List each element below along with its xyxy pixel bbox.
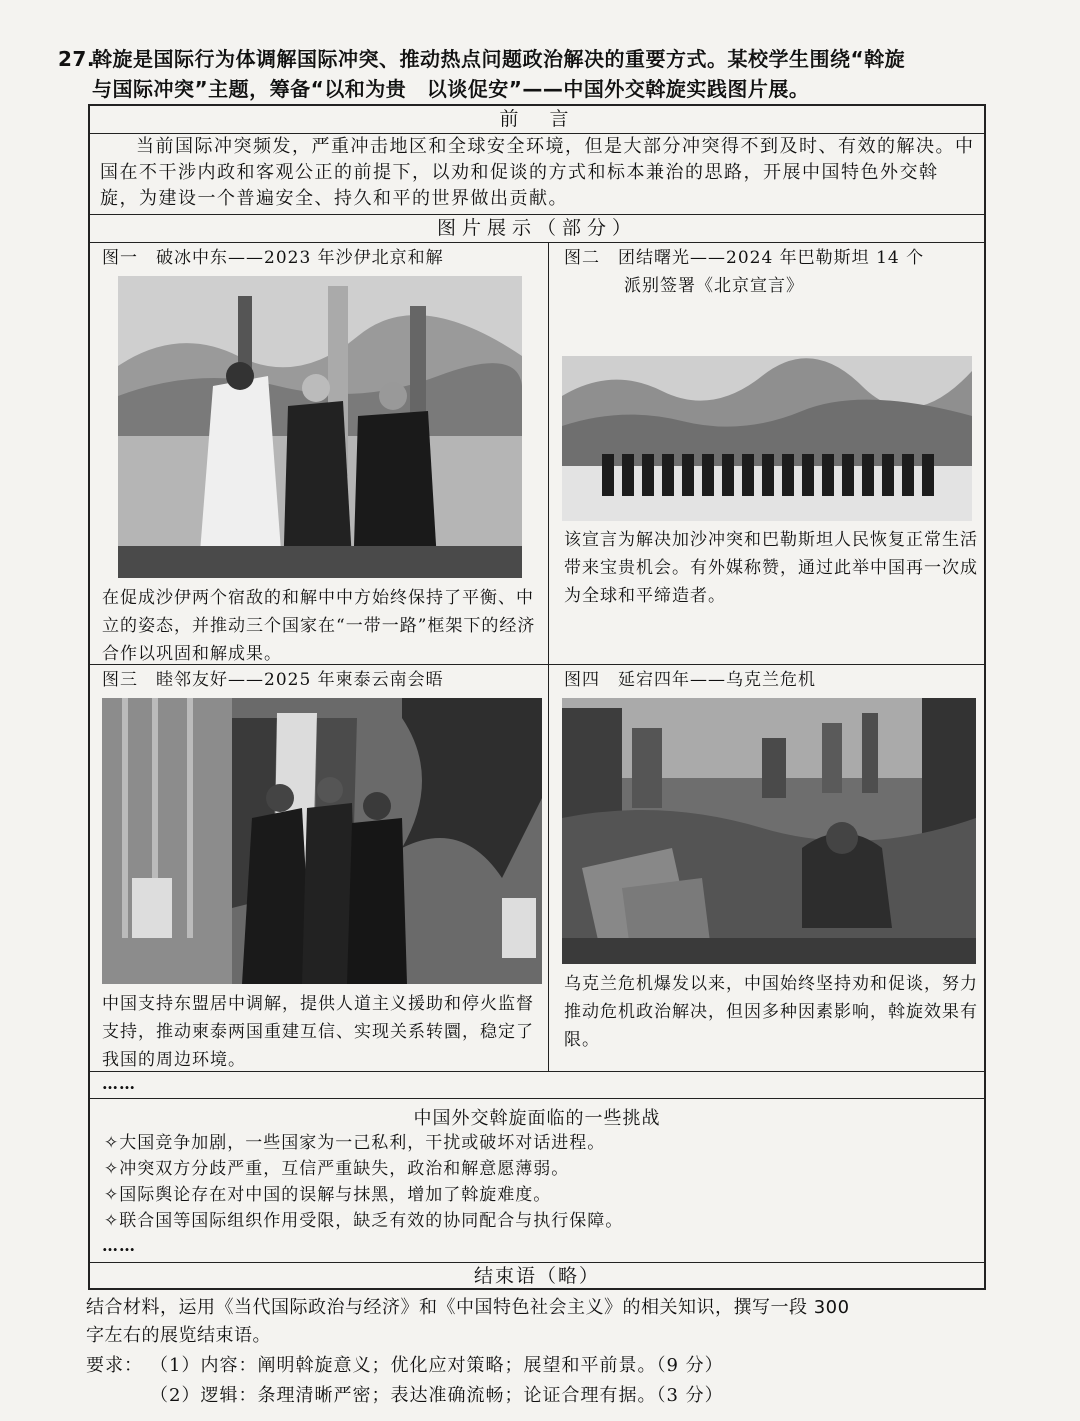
fig4-caption: 乌克兰危机爆发以来，中国始终坚持劝和促谈，努力推动危机政治解决，但因多种因素影响，斡旋效果有限。 — [564, 974, 978, 1050]
gallery-title: 图片展示（部分） — [90, 215, 984, 243]
question-number: 27. — [58, 47, 95, 71]
fig4-title: 图四 延宕四年——乌克兰危机 — [564, 670, 816, 690]
requirements-label: 要求： — [86, 1355, 143, 1376]
question-line-1: 斡旋是国际行为体调解国际冲突、推动热点问题政治解决的重要方式。某校学生围绕“斡旋 — [92, 47, 906, 71]
fig2-caption: 该宣言为解决加沙冲突和巴勒斯坦人民恢复正常生活带来宝贵机会。有外媒称赞，通过此举中国再一次成为全球和平缔造者。 — [564, 530, 978, 606]
fig3-caption: 中国支持东盟居中调解，提供人道主义援助和停火监督支持，推动柬泰两国重建互信、实现关系转圜，稳定了我国的周边环境。 — [102, 994, 534, 1070]
requirement-item-1: （1）内容：阐明斡旋意义；优化应对策略；展望和平前景。（9 分） — [150, 1355, 724, 1376]
challenges-title: 中国外交斡旋面临的一些挑战 — [413, 1108, 661, 1129]
instruction-line-1: 结合材料，运用《当代国际政治与经济》和《中国特色社会主义》的相关知识，撰写一段 300 — [86, 1297, 850, 1318]
fig3-photo — [102, 698, 542, 984]
challenge-item: ✧联合国等国际组织作用受限，缺乏有效的协同配合与执行保障。 — [104, 1211, 624, 1231]
fig2-title-line1: 图二 团结曙光——2024 年巴勒斯坦 14 个 — [564, 248, 925, 268]
divider — [90, 1098, 984, 1099]
fig2-photo — [562, 356, 972, 521]
question-stem — [58, 44, 998, 104]
requirement-item-2: （2）逻辑：条理清晰严密；表达准确流畅；论证合理有据。（3 分） — [150, 1385, 724, 1406]
challenge-item: ✧冲突双方分歧严重，互信严重缺失，政治和解意愿薄弱。 — [104, 1159, 570, 1179]
question-line-2: 与国际冲突”主题，筹备“以和为贵 以谈促安”——中国外交斡旋实践图片展。 — [92, 77, 810, 101]
fig1-photo — [118, 276, 522, 578]
instruction-line-2: 字左右的展览结束语。 — [86, 1325, 271, 1346]
preface-title: 前 言 — [90, 106, 984, 134]
challenge-item: ✧大国竞争加剧，一些国家为一己私利，干扰或破坏对话进程。 — [104, 1133, 606, 1153]
gallery-ellipsis: …… — [102, 1074, 136, 1093]
fig1-caption: 在促成沙伊两个宿敌的和解中中方始终保持了平衡、中立的姿态，并推动三个国家在“一带一路”框架下的经济合作以巩固和解成果。 — [102, 588, 536, 664]
conclusion-title: 结束语（略） — [473, 1265, 600, 1287]
fig4-photo — [562, 698, 976, 964]
fig2-title-line2: 派别签署《北京宣言》 — [624, 276, 804, 296]
exhibition-table — [88, 104, 986, 1290]
divider — [90, 1071, 984, 1072]
challenge-item: ✧国际舆论存在对中国的误解与抹黑，增加了斡旋难度。 — [104, 1185, 552, 1205]
column-divider — [548, 243, 549, 1071]
fig3-title: 图三 睦邻友好——2025 年柬泰云南会晤 — [102, 670, 444, 690]
preface-text: 当前国际冲突频发，严重冲击地区和全球安全环境，但是大部分冲突得不到及时、有效的解决。中国在不干涉内政和客观公正的前提下，以劝和促谈的方式和标本兼治的思路，开展中国特色外交斡旋，为建设一个普遍安全、持久和平的世界做出贡献。 — [100, 136, 975, 209]
fig1-title: 图一 破冰中东——2023 年沙伊北京和解 — [102, 248, 444, 268]
challenges-ellipsis: …… — [102, 1236, 136, 1255]
